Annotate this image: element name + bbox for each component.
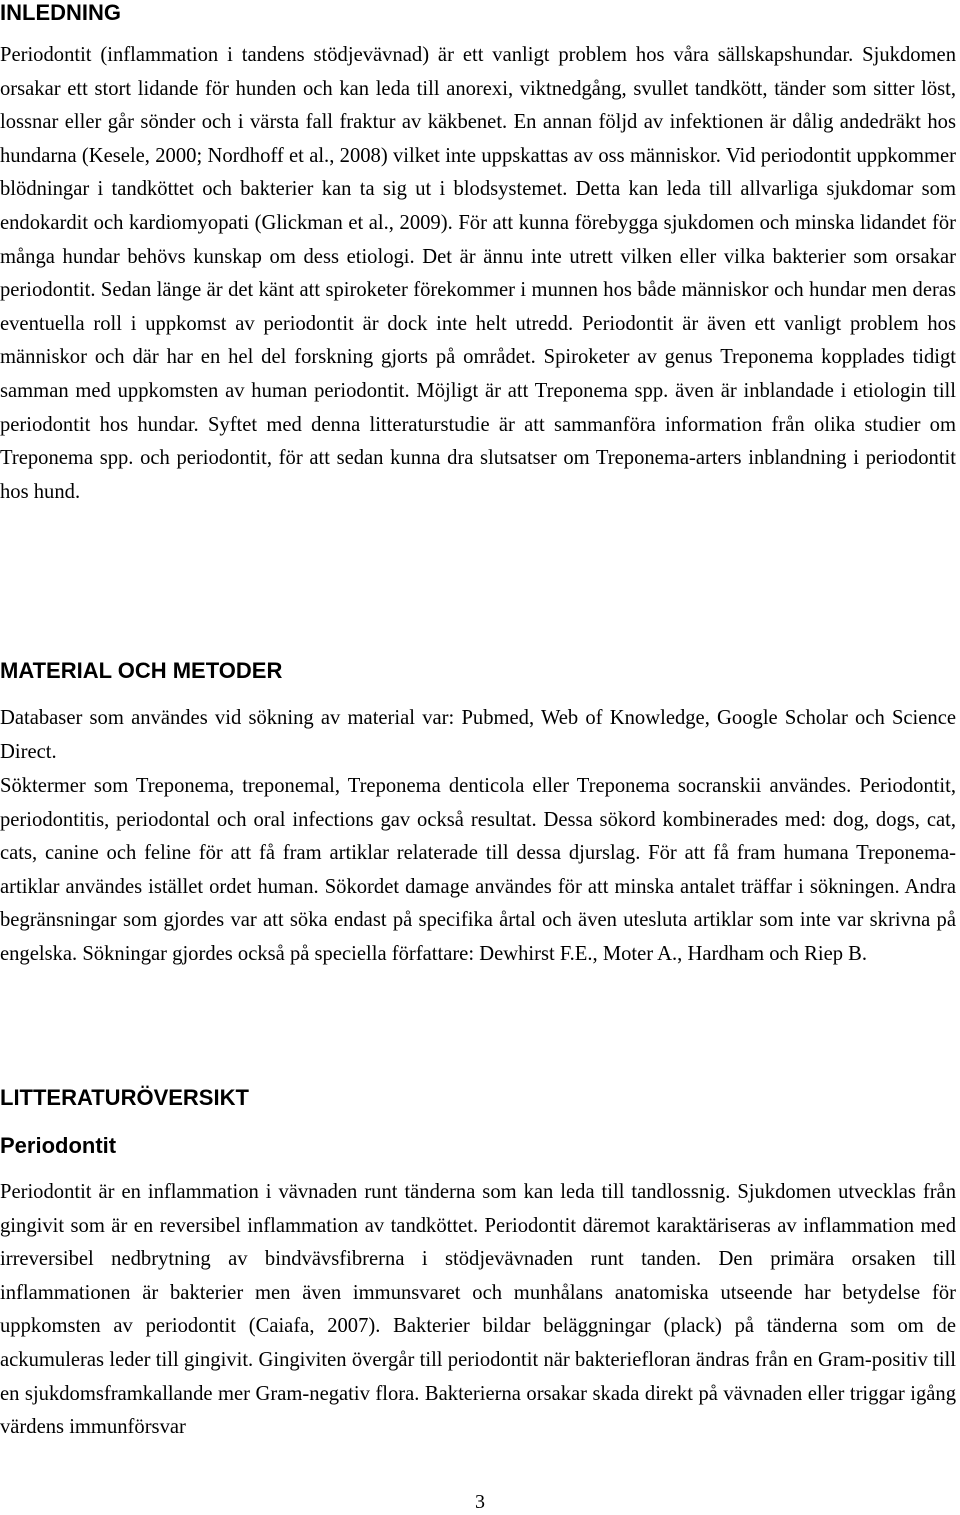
subheading-periodontit: Periodontit [0, 1133, 117, 1158]
paragraph-material-databaser: Databaser som användes vid sökning av material var: Pubmed, Web of Knowledge, Google Scholar och Science Direct. [0, 707, 956, 763]
heading-material-och-metoder: MATERIAL OCH METODER [0, 658, 283, 683]
paragraph-material-soktermer: Söktermer som Treponema, treponemal, Treponema denticola eller Treponema socranskii användes. Periodontit, periodontitis, periodontal och oral infections gav också resultat. Dessa sökord kombinerades med: dog, dogs, cat, cats, canine och feline för att få fram artiklar relaterade till dessa djurslag. För att få fram humana Treponema-artiklar användes istället ordet human. Sökordet damage användes för att minska antalet träffar i sökningen. Andra begränsningar som gjordes var att söka endast på specifika årtal och även utesluta artiklar som inte var skrivna på engelska. Sökningar gjordes också på speciella författare: Dewhirst F.E., Moter A., Hardham och Riep B. [0, 775, 956, 965]
heading-inledning: INLEDNING [0, 0, 121, 25]
heading-litteraturoversikt: LITTERATURÖVERSIKT [0, 1085, 249, 1110]
paragraph-periodontit: Periodontit är en inflammation i vävnaden runt tänderna som kan leda till tandlossnig. Sjukdomen utvecklas från gingivit som är en reversibel inflammation av tandköttet. Periodontit däremot karaktäriseras av inflammation med irreversibel nedbrytning av bindvävsfibrerna i stödjevävnaden runt tanden. Den primära orsaken till inflammationen är bakterier men även immunsvaret och munhålans anatomiska utseende har betydelse för uppkomsten av periodontit (Caiafa, 2007). Bakterier bildar beläggningar (plack) på tänderna som om de ackumuleras leder till gingivit. Gingiviten övergår till periodontit när bakteriefloran ändras från en Gram-positiv till en sjukdomsframkallande mer Gram-negativ flora. Bakterierna orsakar skada direkt på vävnaden eller triggar igång värdens immunförsvar [0, 1181, 956, 1439]
page-number: 3 [475, 1491, 485, 1513]
paragraph-inledning: Periodontit (inflammation i tandens stödjevävnad) är ett vanligt problem hos våra sällskapshundar. Sjukdomen orsakar ett stort lidande för hunden och kan leda till anorexi, viktnedgång, svullet tandkött, tänder som sitter löst, lossnar eller går sönder och i värsta fall fraktur av käkbenet. En annan följd av infektionen är dålig andedräkt hos hundarna (Kesele, 2000; Nordhoff et al., 2008) vilket inte uppskattas av oss människor. Vid periodontit uppkommer blödningar i tandköttet och bakterier kan ta sig ut i blodsystemet. Detta kan leda till allvarliga sjukdomar som endokardit och kardiomyopati (Glickman et al., 2009). För att kunna förebygga sjukdomen och minska lidandet för många hundar behövs kunskap om dess etiologi. Det är ännu inte utrett vilken eller vilka bakterier som orsakar periodontit. Sedan länge är det känt att spiroketer förekommer i munnen hos både människor och hundar men deras eventuella roll i uppkomst av periodontit är dock inte helt utredd. Periodontit är även ett vanligt problem hos människor och där har en hel del forskning gjorts på området. Spiroketer av genus Treponema kopplades tidigt samman med uppkomsten av human periodontit. Möjligt är att Treponema spp. även är inblandade i etiologin till periodontit hos hundar. Syftet med denna litteraturstudie är att sammanföra information från olika studier om Treponema spp. och periodontit, för att sedan kunna dra slutsatser om Treponema-arters inblandning i periodontit hos hund. [0, 44, 956, 503]
